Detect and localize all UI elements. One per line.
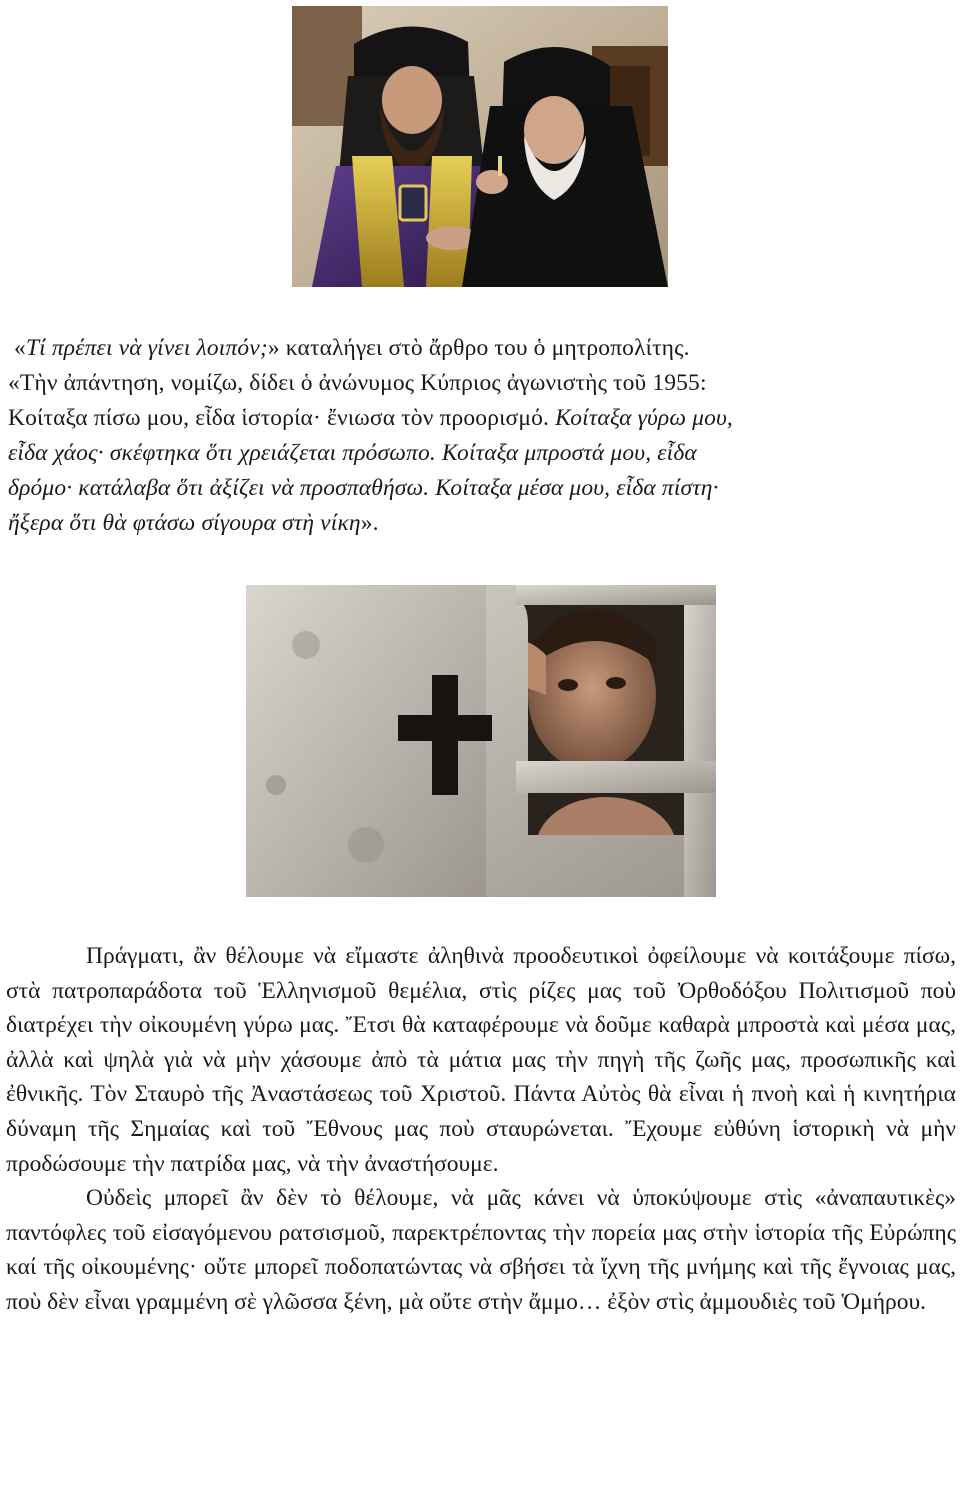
quote-attribution: » καταλήγει στὸ ἄρθρο του ὁ μητροπολίτης. — [267, 335, 690, 361]
quote-open-mark: « — [14, 335, 26, 361]
quote-line-4 — [8, 436, 956, 470]
quote-line-3 — [8, 401, 956, 435]
quote-close-mark: ». — [360, 510, 379, 536]
cross-window-photo-illustration — [246, 585, 716, 897]
quote-line-6 — [8, 506, 956, 540]
quote-text-b: Κοίταξα γύρω μου, — [549, 405, 733, 431]
photo-child-behind-cross-window — [246, 585, 716, 897]
quote-text-a: Κοίταξα πίσω μου, εἶδα ἱστορία· ἔνιωσα τὸν προορισμό. — [8, 405, 550, 431]
article-paragraph-2: Οὐδεὶς μπορεῖ ἂν δὲν τὸ θέλουμε, νὰ μᾶς κάνει νὰ ὑποκύψουμε στὶς «ἀναπαυτικὲς» παντόφλες τοῦ εἰσαγόμενου ρατσισμοῦ, παρεκτρέποντας τὴν πορεία μας στὴν ἱστορία τῆς Εὐρώπης καί τῆς οἰκουμένης· οὔτε μπορεῖ ποδοπατώντας νὰ σβήσει τὰ ἴχνη τῆς μνήμης καὶ τῆς ἔγνοιας μας, ποὺ δὲν εἶναι γραμμένη σὲ γλῶσσα ξένη, μὰ οὔτε στὴν ἄμμο… ἐξὸν στὶς ἀμμουδιὲς τοῦ Ὁμήρου. — [6, 1185, 956, 1315]
photo-two-orthodox-clergymen — [292, 6, 668, 287]
article-paragraph-1: Πράγματι, ἂν θέλουμε νὰ εἴμαστε ἀληθινὰ προοδευτικοὶ ὀφείλουμε νὰ κοιτάξουμε πίσω, στὰ πατροπαράδοτα τοῦ Ἑλληνισμοῦ θεμέλια, στὶς ρίζες μας τοῦ Ὀρθοδόξου Πολιτισμοῦ ποὺ διατρέχει τὴν οἰκουμένη γύρω μας. Ἔτσι θὰ καταφέρουμε νὰ δοῦμε καθαρὰ μπροστὰ καὶ μέσα μας, ἀλλὰ καὶ ψηλὰ γιὰ νὰ μὴν χάσουμε ἀπὸ τὰ μάτια μας τὴν πηγὴ τῆς ζωῆς μας, προσωπικῆς καὶ ἐθνικῆς. Τὸν Σταυρὸ τῆς Ἀναστάσεως τοῦ Χριστοῦ. Πάντα Αὐτὸς θὰ εἶναι ἡ πνοὴ καὶ ἡ κινητήρια δύναμη τῆς Σημαίας καὶ τοῦ Ἔθνους μας ποὺ σταυρώνεται. Ἔχουμε εὐθύνη ἱστορικὴ νὰ μὴν προδώσουμε τὴν πατρίδα μας, νὰ τὴν ἀναστήσουμε. — [6, 943, 956, 1177]
clergy-photo-illustration — [292, 6, 668, 287]
quote-text-c: εἶδα χάος· σκέφτηκα ὅτι χρειάζεται πρόσωπο. Κοίταξα μπροστά μου, εἶδα — [8, 440, 697, 466]
quote-line-1 — [8, 331, 956, 365]
quote-intro: «Τὴν ἀπάντηση, νομίζω, δίδει ὁ ἀνώνυμος Κύπριος ἀγωνιστὴς τοῦ 1955: — [8, 370, 707, 396]
quote-line-2 — [8, 366, 956, 400]
quote-text-e: ἤξερα ὅτι θὰ φτάσω σίγουρα στὴ νίκη — [8, 510, 361, 536]
quote-line-5 — [8, 471, 956, 505]
article-body — [6, 939, 956, 1320]
quote-question: Τί πρέπει νὰ γίνει λοιπόν; — [25, 335, 268, 361]
quote-text-d: δρόμο· κατάλαβα ὅτι ἀξίζει νὰ προσπαθήσω. Κοίταξα μέσα μου, εἶδα πίστη· — [8, 475, 719, 501]
